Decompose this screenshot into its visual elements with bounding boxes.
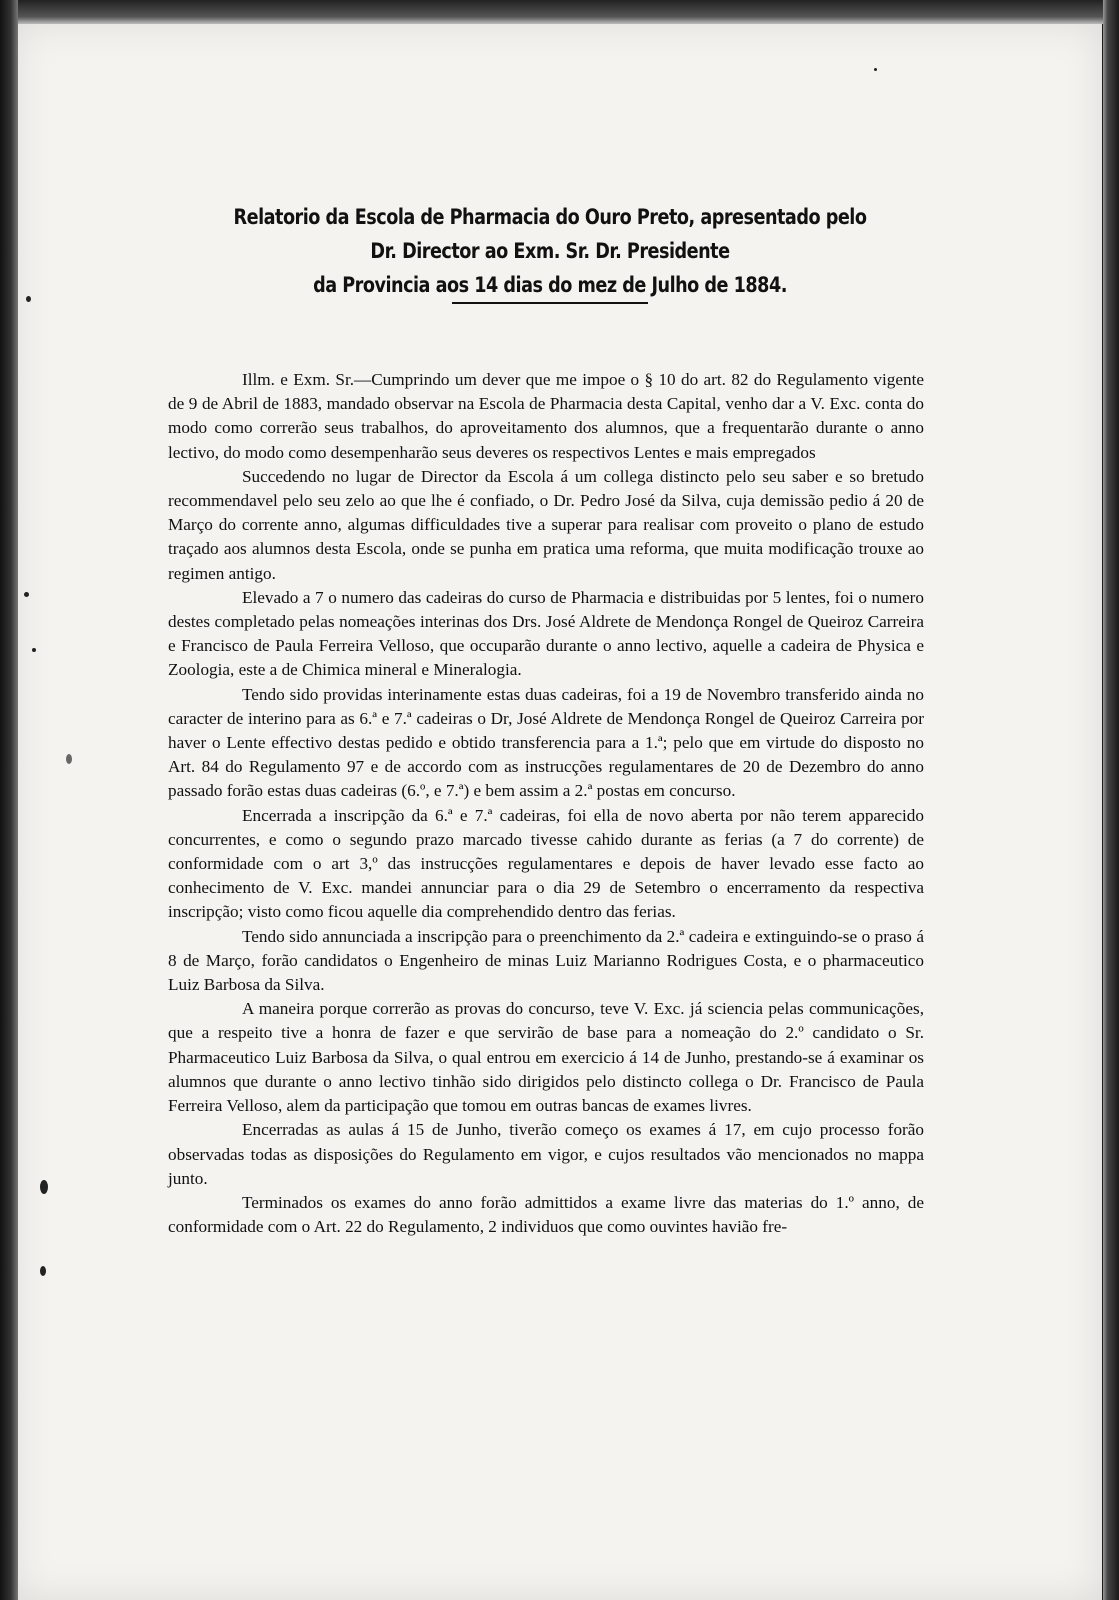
scan-speck xyxy=(24,592,29,597)
scan-speck xyxy=(874,68,877,71)
page-top-edge xyxy=(0,0,1119,24)
report-title xyxy=(231,200,869,302)
title-line-2: da Provincia aos 14 dias do mez de Julho de 1884. xyxy=(313,273,787,297)
report-body xyxy=(168,368,924,1239)
paragraph: Tendo sido annunciada a inscripção para o preenchimento da 2.ª cadeira e extinguindo-se o praso á 8 de Março, forão candidatos o Engenheiro de minas Luiz Marianno Rodrigues Costa, e o pharmaceutico Luiz Barbosa da Silva. xyxy=(168,926,924,995)
paragraph: Tendo sido providas interinamente estas duas cadeiras, foi a 19 de Novembro transferido ainda no caracter de interino para as 6.ª e 7.ª cadeiras o Dr, José Aldrete de Mendonça Rongel de Queiroz Carreira por haver o Lente effectivo destas pedido e obtido transferencia para a 1.ª; pelo que em virtude do disposto no Art. 84 do Regulamento 97 e de accordo com as instrucções regulamentares de 20 de Dezembro do anno passado forão estas duas cadeiras (6.º, e 7.ª) e bem assim a 2.ª postas em concurso. xyxy=(168,684,924,801)
scan-speck xyxy=(66,754,72,764)
page-binding-edge xyxy=(0,0,18,1600)
paragraph: Succedendo no lugar de Director da Escola á um collega distincto pelo seu saber e so bretudo recommendavel pelo seu zelo ao que lhe é confiado, o Dr. Pedro José da Silva, cuja demissão pedio á 20 de Março do corrente anno, algumas difficuldades tive a superar para realisar com proveito o plano de estudo traçado aos alumnos desta Escola, onde se punha em pratica uma reforma, que muita modificação trouxe ao regimen antigo. xyxy=(168,466,924,583)
title-divider xyxy=(452,302,648,304)
page-right-edge xyxy=(1103,0,1119,1600)
title-line-1: Relatorio da Escola de Pharmacia do Ouro Preto, apresentado pelo Dr. Director ao Exm. Sr. Dr. Presidente xyxy=(233,205,867,263)
scan-speck xyxy=(40,1266,46,1276)
scan-speck xyxy=(40,1180,48,1194)
paragraph: Encerradas as aulas á 15 de Junho, tiverão começo os exames á 17, em cujo processo forão observadas todas as disposições do Regulamento em vigor, e cujos resultados vão mencionados no mappa junto. xyxy=(168,1120,924,1188)
paragraph: Encerrada a inscripção da 6.ª e 7.ª cadeiras, foi ella de novo aberta por não terem apparecido concurrentes, e como o segundo prazo marcado tivesse cahido durante as ferias (a 7 do corrente) de conformidade com o art 3,º das instrucções regulamentares e depois de haver levado esse facto ao conhecimento de V. Exc. mandei annunciar para o dia 29 de Setembro o encerramento da respectiva inscripção; visto como ficou aquelle dia comprehendido dentro das ferias. xyxy=(168,805,924,922)
paragraph: Illm. e Exm. Sr.—Cumprindo um dever que me impoe o § 10 do art. 82 do Regulamento vigente de 9 de Abril de 1883, mandado observar na Escola de Pharmacia desta Capital, venho dar a V. Exc. conta do modo como correrão seus trabalhos, do aproveitamento dos alumnos, que a frequentarão durante o anno lectivo, do modo como desempenharão seus deveres os respectivos Lentes e mais empregados xyxy=(168,370,924,462)
paragraph: Elevado a 7 o numero das cadeiras do curso de Pharmacia e distribuidas por 5 lentes, foi o numero destes completado pelas nomeações interinas dos Drs. José Aldrete de Mendonça Rongel de Queiroz Carreira e Francisco de Paula Ferreira Velloso, que occuparão durante o anno lectivo, aquelle a cadeira de Physica e Zoologia, este a de Chimica mineral e Mineralogia. xyxy=(168,587,924,680)
scan-speck xyxy=(26,296,31,302)
paragraph: Terminados os exames do anno forão admittidos a exame livre das materias do 1.º anno, de conformidade com o Art. 22 do Regulamento, 2 individuos que como ouvintes havião fre- xyxy=(168,1192,924,1237)
scan-speck xyxy=(32,648,36,652)
paragraph: A maneira porque correrão as provas do concurso, teve V. Exc. já sciencia pelas communicações, que a respeito tive a honra de fazer e que servirão de base para a nomeação do 2.º candidato o Sr. Pharmaceutico Luiz Barbosa da Silva, o qual entrou em exercicio á 14 de Junho, prestando-se á examinar os alumnos que durante o anno lectivo tinhão sido dirigidos pelo distincto collega o Dr. Francisco de Paula Ferreira Velloso, alem da participação que tomou em outras bancas de exames livres. xyxy=(168,999,924,1116)
